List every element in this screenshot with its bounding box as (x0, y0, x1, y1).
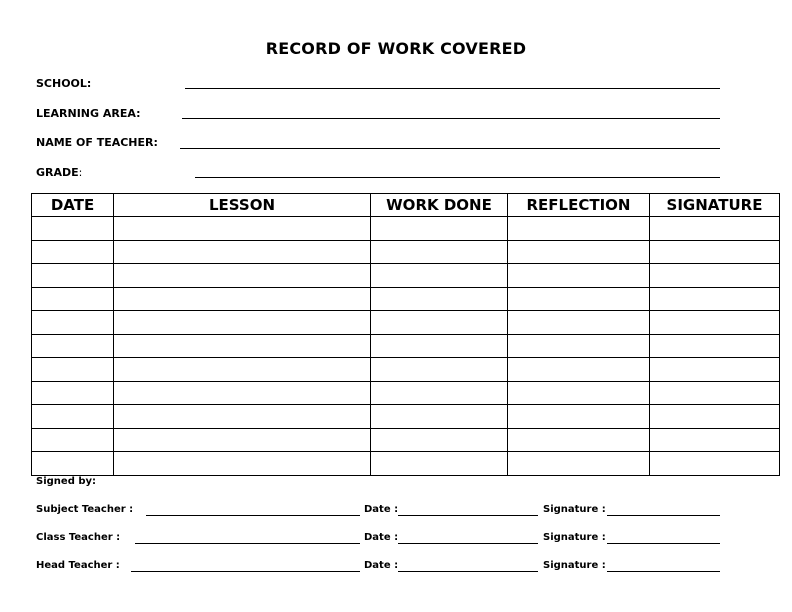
learning-area-line[interactable] (182, 118, 720, 119)
subject-teacher-date-line[interactable] (398, 515, 538, 516)
cell-date[interactable] (32, 381, 114, 405)
cell-reflection[interactable] (508, 217, 650, 241)
header-signature: SIGNATURE (650, 194, 780, 217)
subject-teacher-label: Subject Teacher : (36, 504, 134, 515)
class-teacher-signature-label: Signature : (543, 532, 606, 543)
learning-area-label: LEARNING AREA: (36, 107, 141, 120)
head-teacher-signature-line[interactable] (607, 571, 720, 572)
cell-lesson[interactable] (114, 287, 371, 311)
cell-lesson[interactable] (114, 428, 371, 452)
cell-reflection[interactable] (508, 405, 650, 429)
record-table (31, 193, 780, 476)
cell-work-done[interactable] (371, 334, 508, 358)
head-teacher-date-line[interactable] (398, 571, 538, 572)
cell-signature[interactable] (650, 264, 780, 288)
table-row (32, 381, 780, 405)
cell-signature[interactable] (650, 428, 780, 452)
cell-date[interactable] (32, 311, 114, 335)
teacher-name-line[interactable] (180, 148, 720, 149)
grade-label-text: GRADE (36, 166, 79, 179)
cell-reflection[interactable] (508, 381, 650, 405)
cell-signature[interactable] (650, 358, 780, 382)
page-title: RECORD OF WORK COVERED (265, 39, 527, 58)
cell-reflection[interactable] (508, 358, 650, 382)
cell-date[interactable] (32, 287, 114, 311)
cell-lesson[interactable] (114, 381, 371, 405)
cell-work-done[interactable] (371, 217, 508, 241)
cell-signature[interactable] (650, 452, 780, 476)
table-row (32, 264, 780, 288)
cell-signature[interactable] (650, 287, 780, 311)
cell-work-done[interactable] (371, 240, 508, 264)
cell-date[interactable] (32, 334, 114, 358)
cell-date[interactable] (32, 428, 114, 452)
header-lesson: LESSON (114, 194, 371, 217)
class-teacher-date-label: Date : (364, 532, 399, 543)
cell-reflection[interactable] (508, 334, 650, 358)
cell-work-done[interactable] (371, 405, 508, 429)
cell-lesson[interactable] (114, 240, 371, 264)
head-teacher-date-label: Date : (364, 560, 399, 571)
cell-signature[interactable] (650, 405, 780, 429)
cell-lesson[interactable] (114, 264, 371, 288)
cell-date[interactable] (32, 358, 114, 382)
cell-date[interactable] (32, 452, 114, 476)
table-row (32, 311, 780, 335)
cell-lesson[interactable] (114, 452, 371, 476)
table-row (32, 428, 780, 452)
table-header-row (32, 194, 780, 217)
table-row (32, 358, 780, 382)
cell-lesson[interactable] (114, 358, 371, 382)
cell-signature[interactable] (650, 240, 780, 264)
cell-reflection[interactable] (508, 452, 650, 476)
table-body (32, 217, 780, 476)
class-teacher-date-line[interactable] (398, 543, 538, 544)
table-row (32, 405, 780, 429)
subject-teacher-line[interactable] (146, 515, 360, 516)
cell-date[interactable] (32, 405, 114, 429)
head-teacher-signature-label: Signature : (543, 560, 606, 571)
header-date: DATE (32, 194, 114, 217)
class-teacher-line[interactable] (135, 543, 360, 544)
cell-work-done[interactable] (371, 381, 508, 405)
cell-date[interactable] (32, 264, 114, 288)
cell-work-done[interactable] (371, 452, 508, 476)
table-row (32, 287, 780, 311)
cell-signature[interactable] (650, 217, 780, 241)
school-label: SCHOOL: (36, 77, 92, 90)
subject-teacher-signature-line[interactable] (607, 515, 720, 516)
cell-lesson[interactable] (114, 405, 371, 429)
table-row (32, 452, 780, 476)
table-row (32, 217, 780, 241)
school-line[interactable] (185, 88, 720, 89)
table-row (32, 334, 780, 358)
grade-line[interactable] (195, 177, 720, 178)
cell-reflection[interactable] (508, 264, 650, 288)
cell-lesson[interactable] (114, 217, 371, 241)
cell-reflection[interactable] (508, 287, 650, 311)
cell-reflection[interactable] (508, 240, 650, 264)
cell-reflection[interactable] (508, 311, 650, 335)
teacher-name-label: NAME OF TEACHER: (36, 136, 158, 149)
grade-label (36, 166, 82, 179)
class-teacher-signature-line[interactable] (607, 543, 720, 544)
header-work-done: WORK DONE (371, 194, 508, 217)
header-reflection: REFLECTION (508, 194, 650, 217)
subject-teacher-signature-label: Signature : (543, 504, 606, 515)
cell-signature[interactable] (650, 311, 780, 335)
cell-work-done[interactable] (371, 287, 508, 311)
cell-date[interactable] (32, 240, 114, 264)
cell-lesson[interactable] (114, 334, 371, 358)
grade-label-colon: : (78, 166, 83, 179)
class-teacher-label: Class Teacher : (36, 532, 121, 543)
cell-work-done[interactable] (371, 428, 508, 452)
cell-reflection[interactable] (508, 428, 650, 452)
head-teacher-label: Head Teacher : (36, 560, 120, 571)
head-teacher-line[interactable] (131, 571, 360, 572)
table-row (32, 240, 780, 264)
cell-date[interactable] (32, 217, 114, 241)
cell-signature[interactable] (650, 381, 780, 405)
cell-signature[interactable] (650, 334, 780, 358)
signed-by-heading: Signed by: (36, 476, 97, 487)
cell-work-done[interactable] (371, 264, 508, 288)
cell-work-done[interactable] (371, 311, 508, 335)
cell-work-done[interactable] (371, 358, 508, 382)
subject-teacher-date-label: Date : (364, 504, 399, 515)
cell-lesson[interactable] (114, 311, 371, 335)
